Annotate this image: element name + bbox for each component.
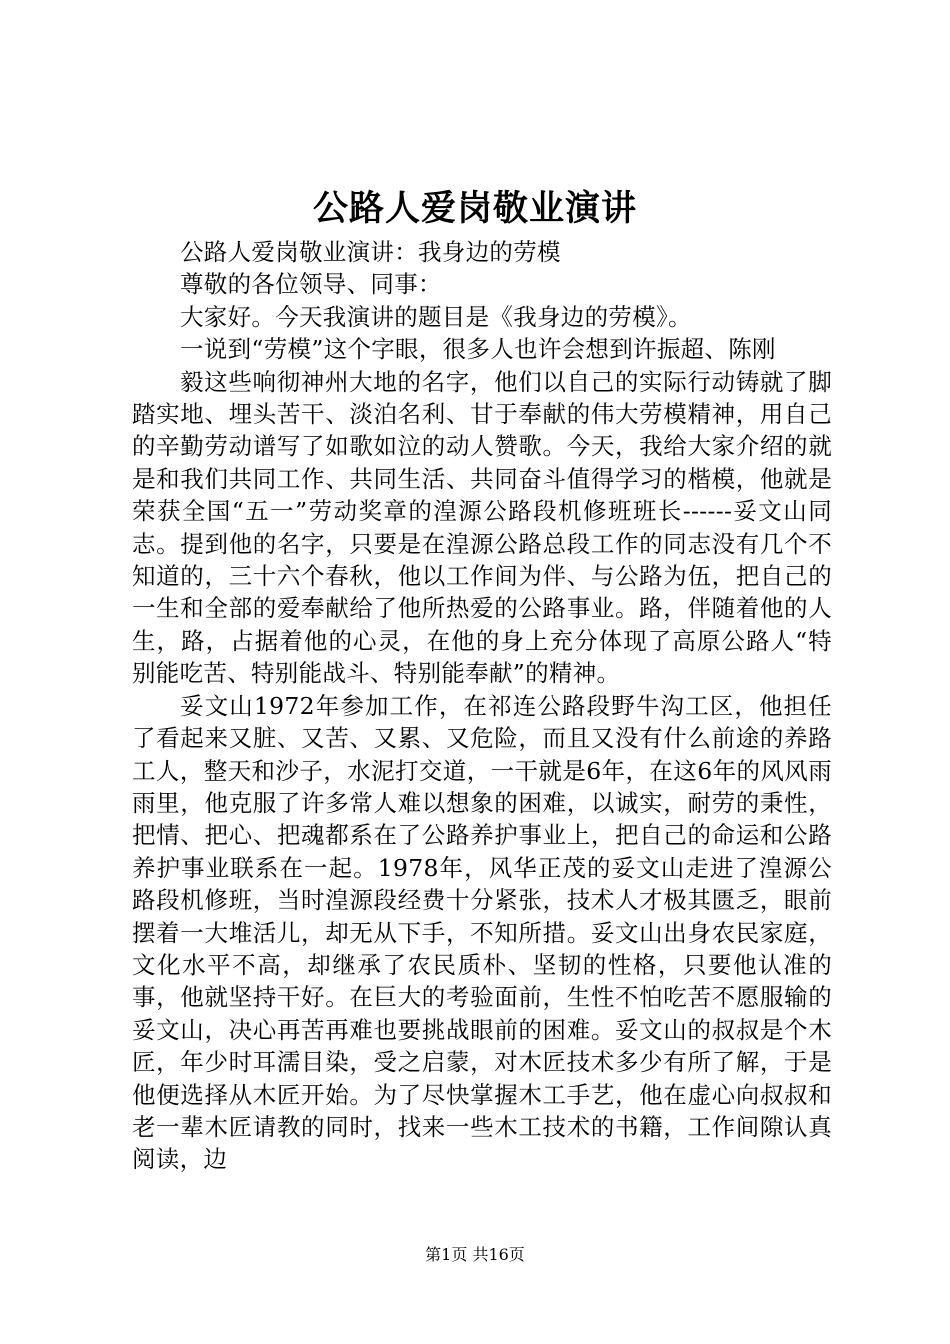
document-body xyxy=(132,236,832,1176)
page-number: 第1页 共16页 xyxy=(425,1245,525,1264)
paragraph-body-2: 妥文山1972年参加工作，在祁连公路段野牛沟工区，他担任了看起来又脏、又苦、又累、又危险，而且又没有什么前途的养路工人，整天和沙子，水泥打交道，一干就是6年，在这6年的风风雨雨里，他克服了许多常人难以想象的困难，以诚实，耐劳的秉性，把情、把心、把魂都系在了公路养护事业上，把自己的命运和公路养护事业联系在一起。1978年，风华正茂的妥文山走进了湟源公路段机修班，当时湟源段经费十分紧张，技术人才极其匮乏，眼前摆着一大堆活儿，却无从下手，不知所措。妥文山出身农民家庭，文化水平不高，却继承了农民质朴、坚韧的性格，只要他认准的事，他就坚持干好。在巨大的考验面前，生性不怕吃苦不愿服输的妥文山，决心再苦再难也要挑战眼前的困难。妥文山的叔叔是个木匠，年少时耳濡目染，受之启蒙，对木匠技术多少有所了解，于是他便选择从木匠开始。为了尽快掌握木工手艺，他在虚心向叔叔和老一辈木匠请教的同时，找来一些木工技术的书籍，工作间隙认真阅读，边 xyxy=(132,691,832,1174)
paragraph-salutation: 尊敬的各位领导、同事： xyxy=(180,270,442,299)
paragraph-subtitle: 公路人爱岗敬业演讲：我身边的劳模 xyxy=(180,238,561,266)
paragraph-body-1: 毅这些响彻神州大地的名字，他们以自己的实际行动铸就了脚踏实地、埋头苦干、淡泊名利、甘于奉献的伟大劳模精神，用自己的辛勤劳动谱写了如歌如泣的动人赞歌。今天，我给大家介绍的就是和我们共同工作、共同生活、共同奋斗值得学习的楷模，他就是荣获全国“五一”劳动奖章的湟源公路段机修班班长------妥文山同志。提到他的名字，只要是在湟源公路总段工作的同志没有几个不知道的，三十六个春秋，他以工作间为伴、与公路为伍，把自己的一生和全部的爱奉献给了他所热爱的公路事业。路，伴随着他的人生，路，占据着他的心灵，在他的身上充分体现了高原公路人“特别能吃苦、特别能战斗、特别能奉献”的精神。 xyxy=(132,367,832,688)
document-title: 公路人爱岗敬业演讲 xyxy=(312,188,637,229)
paragraph-intro: 一说到“劳模”这个字眼，很多人也许会想到许振超、陈刚 xyxy=(180,335,776,364)
paragraph-greeting: 大家好。今天我演讲的题目是《我身边的劳模》。 xyxy=(180,302,692,331)
